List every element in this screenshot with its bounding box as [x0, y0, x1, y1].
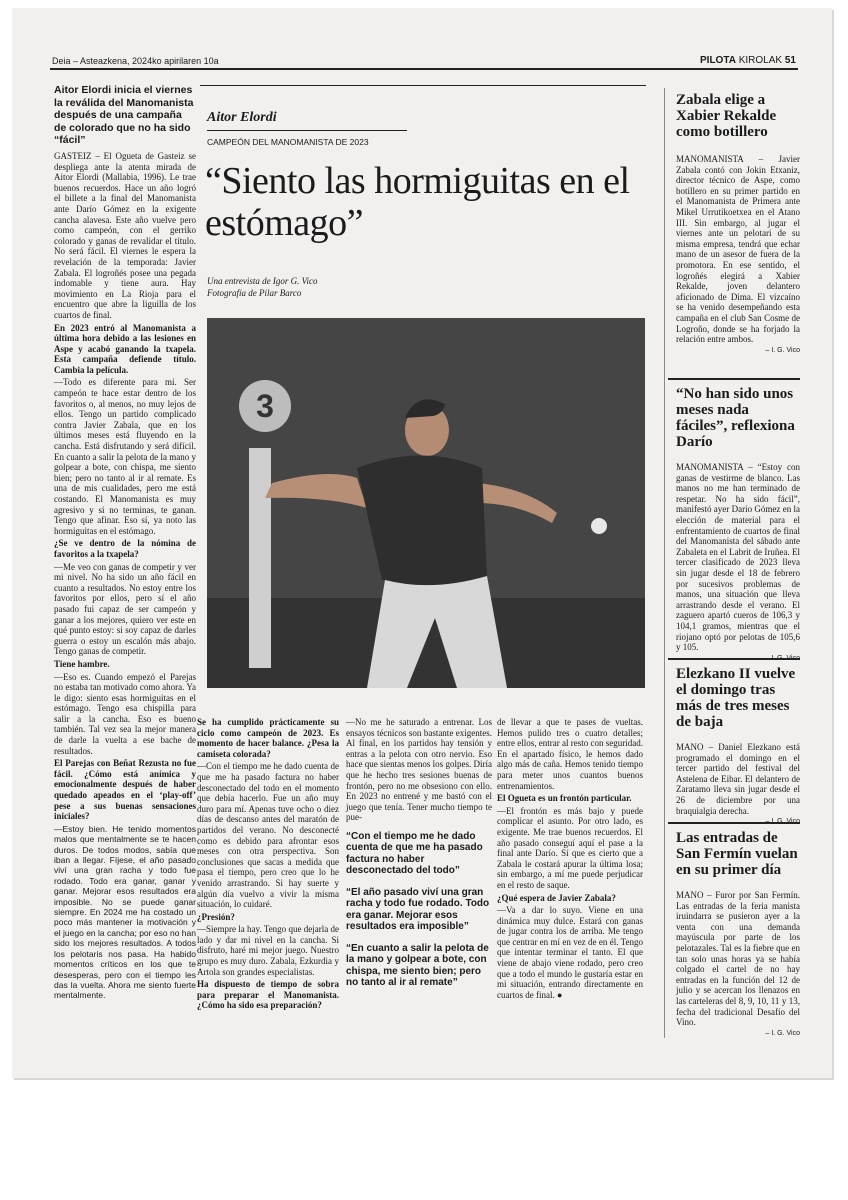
- sidebar-text: MANO – Daniel Elezkano está programado el domingo en el tercer partido del festival del Astelena de Eibar. El delantero de Zaratamo lleva sin jugar desde el 26 de diciembre por una braquialgia derecha.: [676, 742, 800, 816]
- header-rule: [50, 68, 798, 70]
- pull-quote: “El año pasado viví una gran racha y todo fue rodado. Todo era ganar. Mejorar esos resultados era imposible”: [346, 886, 490, 933]
- article-col4: [497, 717, 643, 1002]
- sidebar-rule: [668, 658, 800, 660]
- article-role: CAMPEÓN DEL MANOMANISTA DE 2023: [207, 137, 369, 147]
- article-question: Se ha cumplido prácticamente su ciclo como campeón de 2023. Es momento de hacer balance. ¿Pesa la camiseta colorada?: [197, 717, 339, 759]
- sidebar-title: Zabala elige a Xabier Rekalde como botillero: [676, 92, 777, 140]
- article-paragraph: —El frontón es más bajo y puede complicar el asunto. Por otro lado, es exigente. Me trae buenos recuerdos. El año pasado conseguí aquí el pase a la final ante Darío. Sí que es cierto que a Zabala le costará apurar la última losa; sin embargo, a mí me puede perjudicar en el resto de saque.: [497, 805, 643, 890]
- player-photo: [207, 318, 645, 688]
- sidebar-divider: [664, 88, 665, 1038]
- lead-body: [54, 151, 196, 1003]
- article-question: El Ogueta es un frontón particular.: [497, 793, 632, 804]
- lead-title: Aitor Elordi inicia el viernes la reválida del Manomanista después de una campaña de colorado que no ha sido “fácil”: [54, 84, 194, 146]
- header-page-number: 51: [784, 55, 796, 66]
- lead-question: ¿Se ve dentro de la nómina de favoritos a la txapela?: [54, 538, 196, 559]
- article-question: ¿Qué espera de Javier Zabala?: [497, 892, 616, 903]
- sidebar-story: [676, 386, 800, 662]
- lead-question: En 2023 entró al Manomanista a última hora debido a las lesiones en Aspe y acabó ganando la txapela. Esta campaña defiende título. Cambia la película.: [54, 322, 196, 375]
- article-top-rule: [200, 85, 646, 86]
- article-kicker: Aitor Elordi: [207, 110, 277, 125]
- lead-question: Tiene hambre.: [54, 658, 110, 669]
- lead-paragraph: —Estoy bien. He tenido momentos malos que mentalmente se te hacen duros. De todos modos, sabía que iban a llegar. Fíjese, el año pasado viví una gran racha y todo fue rodado. Todo era ganar, ganar y ganar. Mejorar esos resultados era imposible. No se puede ganar siempre. En 2024 me ha costado un poco más mantener la motivación y el juego en la cancha; por eso no han sido los mejores resultados. A todos los pelotaris nos pasa. Ha habido momentos críticos en los que te desesperas, pero con el tiempo les das la vuelta. Ahora me siento fuerte mentalmente.: [54, 823, 196, 1001]
- article-col3: [346, 717, 492, 999]
- lead-paragraph: —Eso es. Cuando empezó el Parejas no estaba tan motivado como ahora. Ya le digo: siento esas hormiguitas en el estómago. Tengo esa chispilla para salir a la cancha. Eso es bueno también. Tal vez sea la mejor manera de darle la vuelta a ese bache de resultados.: [54, 671, 196, 756]
- article-paragraph: —Va a dar lo suyo. Viene en una dinámica muy dulce. Estará con ganas de jugar contra los de arriba. Me tengo que centrar en mí en vez de en él. Tengo que intentar terminar el tanto. El que viene de abajo viene rodado, pero creo que a todo el mundo le gustaría estar en mi situación, entrando directamente en cuartos de final. ●: [497, 905, 643, 1000]
- sidebar-rule: [668, 822, 800, 824]
- sidebar-text: MANOMANISTA – Javier Zabala contó con Jokin Etxaniz, director técnico de Aspe, como botillero en su primer partido en el Manomanista de Primera ante Mikel Urrutikoetxea en el Atano III. Sin embargo, al jugar el viernes ante un pelotari de su misma empresa, tendrá que echar mano de un asesor de fuera de la promotora. En ese sentido, el logroñés elegirá a Xabier Rekalde, joven delantero aficionado de Dima. El vizcaíno se ha venido desempeñando esta campaña en el club San Cosme de Logroño, donde se ha forjado la relación entre ambos.: [676, 154, 800, 345]
- sidebar-story: [676, 830, 800, 1037]
- article-question: Ha dispuesto de tiempo de sobra para preparar el Manomanista. ¿Cómo ha sido esa preparación?: [197, 979, 339, 1011]
- article-paragraph: —Siempre la hay. Tengo que dejarla de lado y dar mi nivel en la cancha. Si disfruto, haré mi mejor juego. Nuestro grupo es muy duro. Zabala, Ezkurdia y Artola son grandes especialistas.: [197, 924, 339, 977]
- kicker-rule: [207, 130, 407, 131]
- player-illustration: [207, 318, 645, 688]
- court-number: 3: [256, 388, 274, 424]
- header-section-name: PILOTA: [700, 55, 736, 66]
- article-paragraph: —Con el tiempo me he dado cuenta de que me ha pasado factura no haber desconectado del todo en el momento que debía hacerlo. Fue un año muy duro para mí. Apenas tuve ocho o diez días de descanso antes del maratón de partidos del verano. No desconecté como es debido para afrontar esos meses con otra perspectiva. Son conclusiones que sacas a medida que pasa el tiempo, pero creo que lo he venido arrastrando. Si hay suerte y algún día vuelvo a vivir la misma situación, lo cuidaré.: [197, 761, 339, 910]
- sidebar-title: “No han sido unos meses nada fáciles”, reflexiona Darío: [676, 386, 795, 450]
- article-col2: [197, 717, 339, 1013]
- header-subsection: KIROLAK: [738, 55, 783, 66]
- lead-question: El Parejas con Beñat Rezusta no fue fácil. ¿Cómo está anímica y emocionalmente después de haber quedado apeados en el ‘play-off’ pese a sus buenas sensaciones iniciales?: [54, 758, 196, 822]
- sidebar-story: [676, 92, 800, 354]
- sidebar-text: MANOMANISTA – “Estoy con ganas de vestirme de blanco. Las manos no me han terminado de respetar. No ha sido fácil”, manifestó ayer Darío Gómez en la elección de material para el enfrentamiento de cuartos de final del Manomanista del sábado ante Zabaleta en el Labrit de Iruñea. El tercer clasificado de 2023 lleva sin jugar desde el 18 de febrero por sucesivos problemas de manos, una situación que lleva arrastrando desde el verano. El zaguero apartó cueros de 106,3 y 104,1 gramos, mientras que el riojano optó por pelotas de 105,6 y 105.: [676, 462, 800, 653]
- article-question: ¿Presión?: [197, 911, 235, 922]
- sidebar-text: MANO – Furor por San Fermín. Las entradas de la feria manista iruindarra se pusieron ayer a la venta con una demanda mayúscula por parte de los pelotazales. Tal es la fiebre que en tan solo unas horas ya se había colgado el cartel de no hay entradas en la función del 12 de julio y se acercan los llenazos en las carteleras del 8, 9, 10, 11 y 13, fecha del tradicional Desafío del Vino.: [676, 890, 800, 1028]
- pull-quote: “En cuanto a salir la pelota de la mano y golpear a bote, con chispa, me siento bien; pero no tanto al ir al remate”: [346, 942, 489, 989]
- sidebar-signature: – I. G. Vico: [765, 1029, 800, 1037]
- article-paragraph: —No me he saturado a entrenar. Los ensayos técnicos son bastante exigentes. Al final, en los partidos hay tensión y entras a la pelota con otro nervio. Eso hace que sientas menos los golpes. Diría que he hecho tres sesiones buenas de frontón, pero no me obsesiono con ello. En 2023 no entrené y me bastó con el juego que tenía. Tener mucho tiempo te pue-: [346, 717, 492, 823]
- article-headline: “Siento las hormiguitas en el estómago”: [205, 160, 630, 244]
- article-byline: Una entrevista de Igor G. Vico: [207, 276, 318, 286]
- sidebar-title: Elezkano II vuelve el domingo tras más de tres meses de baja: [676, 666, 796, 730]
- lead-paragraph: GASTEIZ – El Ogueta de Gasteiz se despliega ante la atenta mirada de Aitor Elordi (Mallabia, 1996). Le trae buenos recuerdos. Hace un año logró el billete a la final del Manomanista ante Darío Gómez en la exigente cancha alavesa. Este año vuelve pero como campeón, con el gerriko colorado y ganas de revalidar el título. No será fácil. El viernes le espera la revelación de la temporada: Javier Zabala. El logroñés posee una pegada indomable y tiene aura. Hay movimiento en La Rioja para el encuentro que abre la liguilla de los cuartos de final.: [54, 151, 196, 320]
- header-section: [700, 55, 796, 66]
- header-date: Deia – Asteazkena, 2024ko apirilaren 10a: [52, 56, 219, 66]
- pull-quote: “Con el tiempo me he dado cuenta de que me ha pasado factura no haber desconectado del todo”: [346, 830, 483, 877]
- article-paragraph: de llevar a que te pases de vueltas. Hemos pulido tres o cuatro detalles; entre ellos, entrar al resto con seguridad. En el apartado físico, le hemos dado algo más de caña. Hemos tenido tiempo para meter unos cuantos buenos entrenamientos.: [497, 717, 643, 791]
- photo-credit: Fotografía de Pilar Barco: [207, 288, 302, 298]
- sidebar-signature: – I. G. Vico: [765, 346, 800, 354]
- sidebar-rule: [668, 378, 800, 380]
- lead-paragraph: —Todo es diferente para mí. Ser campeón te hace estar dentro de los favoritos o, al menos, no muy lejos de ellos. Tengo un partido complicado contra Javier Zabala, que en los últimos meses está fluyendo en la cancha. Está disfrutando y será difícil. En cuanto a salir la pelota de la mano y golpear a bote, con chispa, me siento bien; pero no tanto al ir al remate. Es una de mis cualidades, pero me está costando. El Manomanista es muy agresivo y si no terminas, te ganan. Tengo que afinar. Eso sí, ya noto las hormiguitas en el estómago.: [54, 377, 196, 536]
- sidebar-story: [676, 666, 800, 825]
- sidebar-title: Las entradas de San Fermín vuelan en su primer día: [676, 830, 798, 878]
- lead-paragraph: —Me veo con ganas de competir y ver mi nivel. No ha sido un año fácil en cuanto a resultados. No estoy entre los favoritos por ellos, pero sí el año pasado fui capaz de ser campeón y ganar a los mejores, quiero ver este en qué punto estoy: si soy capaz de darles guerra o estoy un escalón más abajo. Tengo ganas de competir.: [54, 561, 196, 657]
